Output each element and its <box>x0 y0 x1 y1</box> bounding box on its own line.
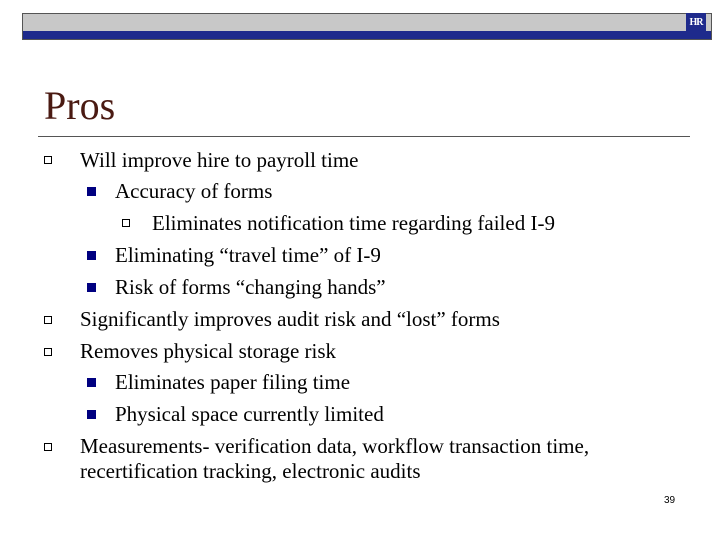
bullet-text: Eliminating “travel time” of I-9 <box>115 243 381 267</box>
bullet-text: Removes physical storage risk <box>80 339 337 363</box>
square-bullet-icon <box>44 348 52 356</box>
bullet-text: Physical space currently limited <box>115 402 384 426</box>
filled-square-bullet-icon <box>87 251 96 260</box>
square-bullet-icon <box>44 316 52 324</box>
logo: HR <box>686 13 706 32</box>
bullet-text: Risk of forms “changing hands” <box>115 275 386 299</box>
filled-square-bullet-icon <box>87 283 96 292</box>
slide-title: Pros <box>44 83 116 128</box>
page-number: 39 <box>664 495 676 506</box>
title-divider <box>38 136 690 137</box>
filled-square-bullet-icon <box>87 378 96 387</box>
bullet-text: Will improve hire to payroll time <box>80 148 359 172</box>
header-accent-strip <box>23 31 711 39</box>
square-bullet-icon <box>122 219 130 227</box>
bullet-text: Significantly improves audit risk and “lost” forms <box>80 307 500 331</box>
bullet-text: Eliminates notification time regarding failed I-9 <box>152 211 555 235</box>
header-band <box>22 13 712 40</box>
bullet-text: Measurements- verification data, workflow transaction time, <box>80 434 590 458</box>
bullet-text-continuation: recertification tracking, electronic audits <box>80 459 421 483</box>
bullet-text: Accuracy of forms <box>115 179 273 203</box>
square-bullet-icon <box>44 156 52 164</box>
bullet-text: Eliminates paper filing time <box>115 370 351 394</box>
square-bullet-icon <box>44 443 52 451</box>
filled-square-bullet-icon <box>87 410 96 419</box>
filled-square-bullet-icon <box>87 187 96 196</box>
